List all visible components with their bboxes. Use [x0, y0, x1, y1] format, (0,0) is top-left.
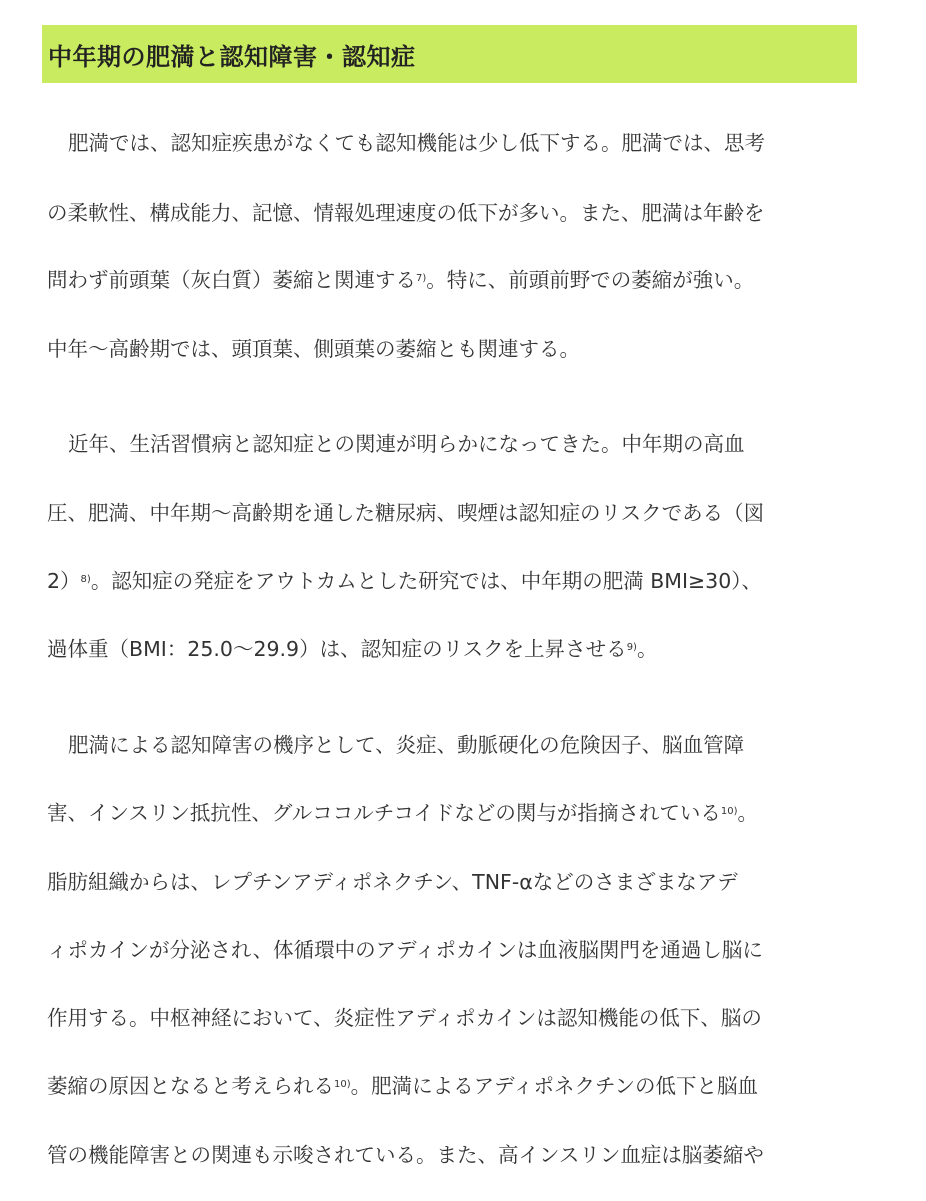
text-line: 圧、肥満、中年期～高齢期を通した糖尿病、喫煙は認知症のリスクである（図 [47, 501, 765, 525]
text-line: 管の機能障害との関連も示唆されている。また、高インスリン血症は脳萎縮や [47, 1143, 764, 1167]
citation-ref: 9) [626, 642, 637, 653]
section-heading-bar [42, 25, 857, 83]
text-line: 問わず前頭葉（灰白質）萎縮と関連する$^{7)}$。特に、前頭前野での萎縮が強い。 [47, 268, 755, 292]
text-line: 肥満による認知障害の機序として、炎症、動脈硬化の危険因子、脳血管障 [68, 733, 745, 757]
text-line: 肥満では、認知症疾患がなくても認知機能は少し低下する。肥満では、思考 [68, 131, 765, 155]
text-line: 過体重（BMI：25.0～29.9）は、認知症のリスクを上昇させる$^{9)}$。 [47, 637, 658, 661]
text-line: 作用する。中枢神経において、炎症性アディポカインは認知機能の低下、脳の [47, 1006, 762, 1030]
citation-ref: 10) [334, 1079, 351, 1090]
text-line: 萎縮の原因となると考えられる$^{10)}$。肥満によるアディポネクチンの低下と脳血 [47, 1074, 758, 1098]
citation-ref: 10) [720, 806, 738, 817]
text-line: 脂肪組織からは、レプチンアディポネクチン、TNF-αなどのさまざまなアデ [47, 870, 738, 894]
text-line: 2）$^{8)}$。認知症の発症をアウトカムとした研究では、中年期の肥満 BMI≥30）、 [47, 569, 763, 593]
citation-ref: 8) [80, 574, 91, 585]
text-line: 近年、生活習慣病と認知症との関連が明らかになってきた。中年期の高血 [68, 432, 745, 456]
text-line: 中年～高齢期では、頭頂葉、側頭葉の萎縮とも関連する。 [47, 337, 580, 361]
section-heading: 中年期の肥満と認知障害・認知症 [48, 42, 416, 71]
text-line: 害、インスリン抵抗性、グルココルチコイドなどの関与が指摘されている$^{10)}$。 [47, 801, 758, 825]
text-line: ィポカインが分泌され、体循環中のアディポカインは血液脳関門を通過し脳に [47, 938, 763, 962]
citation-ref: 7) [416, 273, 427, 284]
text-line: の柔軟性、構成能力、記憶、情報処理速度の低下が多い。また、肥満は年齢を [47, 201, 765, 225]
